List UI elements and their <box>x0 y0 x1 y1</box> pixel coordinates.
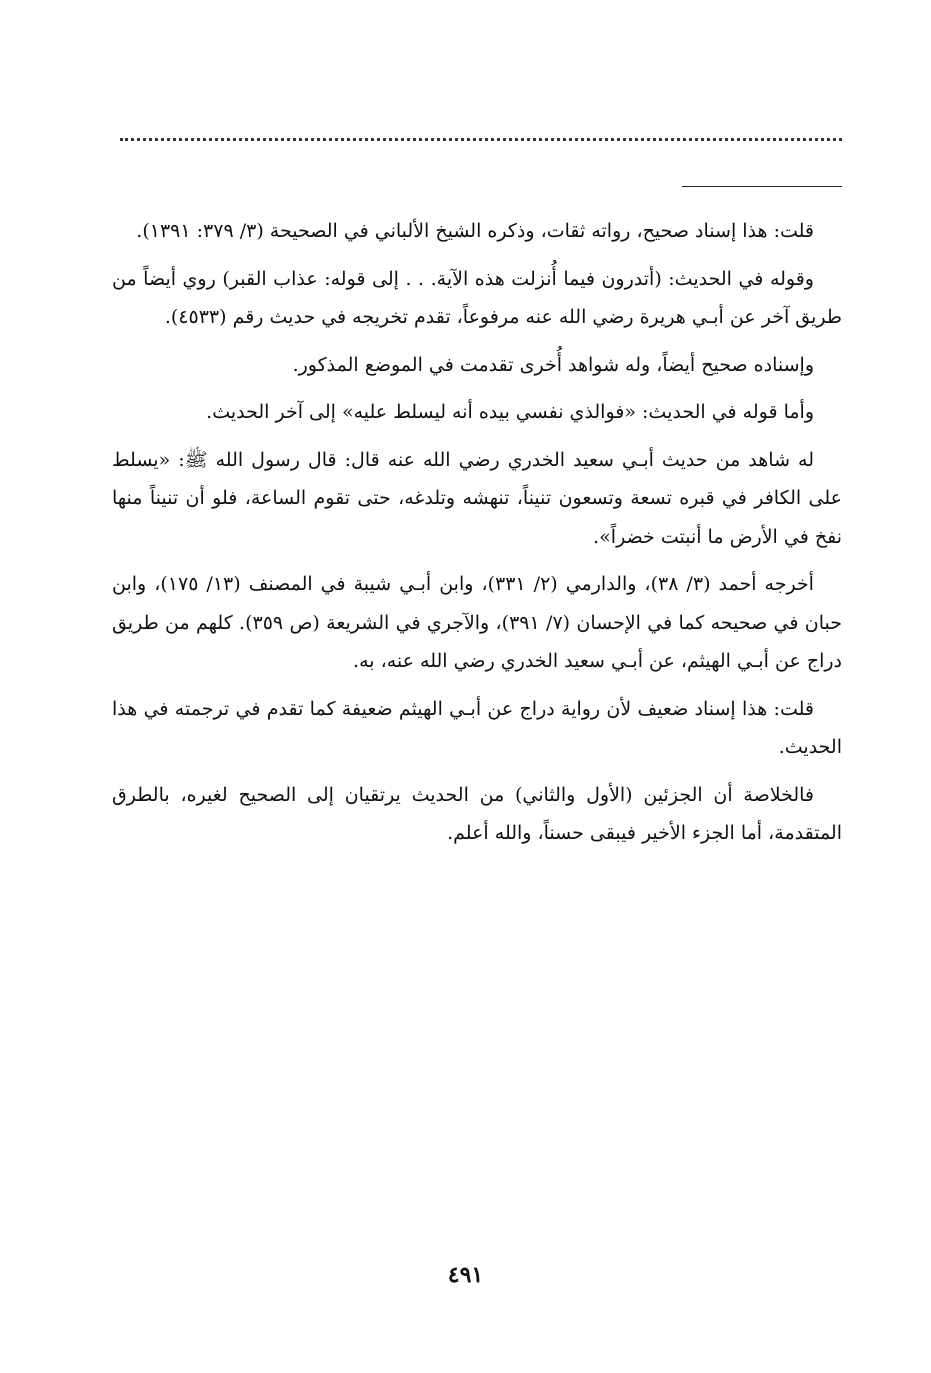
paragraph-7: قلت: هذا إسناد ضعيف لأن رواية دراج عن أبـي الهيثم ضعيفة كما تقدم في ترجمته في هذا الحديث. <box>112 697 842 758</box>
paragraph-6: أخرجه أحمد (٣/ ٣٨)، والدارمي (٢/ ٣٣١)، وابن أبـي شيبة في المصنف (١٣/ ١٧٥)، وابن حبان في صحيحه كما في الإحسان (٧/ ٣٩١)، والآجري في الشريعة (ص ٣٥٩). كلهم من طريق دراج عن أبـي الهيثم، عن أبـي سعيد الخدري رضي الله عنه، به. <box>112 573 842 672</box>
paragraph-2: وقوله في الحديث: (أتدرون فيما أُنزلت هذه الآية. . . إلى قوله: عذاب القبر) روي أيضاً من طريق آخر عن أبـي هريرة رضي الله عنه مرفوعاً، تقدم تخريجه في حديث رقم (٤٥٣٣). <box>112 267 842 328</box>
page-number: ٤٩١ <box>447 1262 484 1288</box>
paragraph-3: وإسناده صحيح أيضاً، وله شواهد أُخرى تقدمت في الموضع المذكور. <box>292 353 814 376</box>
paragraph-4: وأما قوله في الحديث: «فوالذي نفسي بيده أنه ليسلط عليه» إلى آخر الحديث. <box>206 401 814 423</box>
paragraph-1: قلت: هذا إسناد صحيح، رواته ثقات، وذكره الشيخ الألباني في الصحيحة (٣/ ٣٧٩: ١٣٩١). <box>136 220 814 242</box>
body-text <box>112 212 842 862</box>
paragraph-5: له شاهد من حديث أبـي سعيد الخدري رضي الله عنه قال: قال رسول الله ﷺ: «يسلط على الكافر في قبره تسعة وتسعون تنيناً، تنهشه وتلدغه، حتى تقوم الساعة، فلو أن تنيناً منها نفخ في الأرض ما أنبتت خضراً». <box>112 448 842 548</box>
dotted-separator <box>120 138 842 141</box>
paragraph-8: فالخلاصة أن الجزئين (الأول والثاني) من الحديث يرتقيان إلى الصحيح لغيره، بالطرق المتقدمة، أما الجزء الأخير فيبقى حسناً، والله أعلم. <box>112 783 842 844</box>
footnote-rule <box>682 186 842 187</box>
